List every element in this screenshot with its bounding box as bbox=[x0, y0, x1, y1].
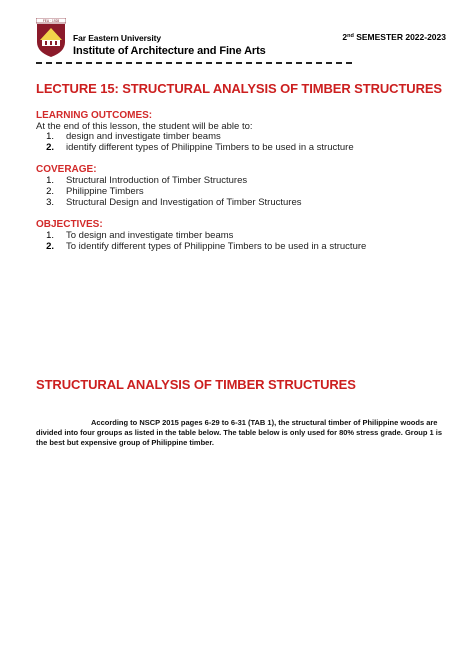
list-number: 2. bbox=[46, 186, 54, 197]
logo-lettering: FEU · 1928 bbox=[42, 19, 60, 23]
semester-number: 2 bbox=[342, 32, 348, 42]
header-divider bbox=[36, 62, 352, 64]
semester-ordinal: nd bbox=[347, 33, 354, 39]
section-title: STRUCTURAL ANALYSIS OF TIMBER STRUCTURES bbox=[36, 377, 356, 392]
institute-name: Institute of Architecture and Fine Arts bbox=[73, 45, 266, 57]
learning-outcomes-intro: At the end of this lesson, the student will be able to: bbox=[36, 121, 253, 132]
body-paragraph bbox=[36, 418, 446, 448]
page-header bbox=[36, 18, 446, 80]
semester-text: SEMESTER 2022-2023 bbox=[353, 32, 446, 42]
list-number: 2. bbox=[46, 142, 54, 153]
paragraph-text: According to NSCP 2015 pages 6-29 to 6-31 (TAB 1), the structural timber of Philippine woods are divided into four groups as listed in the table below. The table below is only used for 80% stress grade. Group 1 is the best but expensive group of Philippine timber. bbox=[36, 418, 443, 447]
list-item: To identify different types of Philippine Timbers to be used in a structure bbox=[66, 241, 367, 252]
list-item: design and investigate timber beams bbox=[66, 131, 221, 142]
list-item: Structural Design and Investigation of Timber Structures bbox=[66, 197, 302, 208]
list-item: To design and investigate timber beams bbox=[66, 230, 234, 241]
lecture-title: LECTURE 15: STRUCTURAL ANALYSIS OF TIMBER STRUCTURES bbox=[36, 81, 443, 96]
list-number: 1. bbox=[46, 131, 54, 142]
university-name: Far Eastern University bbox=[73, 33, 162, 43]
list-number: 1. bbox=[46, 175, 54, 186]
objectives-heading: OBJECTIVES: bbox=[36, 219, 103, 230]
semester-label bbox=[342, 32, 446, 42]
list-number: 3. bbox=[46, 197, 54, 208]
list-item: Philippine Timbers bbox=[66, 186, 144, 197]
list-item: Structural Introduction of Timber Structures bbox=[66, 175, 248, 186]
learning-outcomes-heading: LEARNING OUTCOMES: bbox=[36, 110, 153, 121]
list-item: identify different types of Philippine Timbers to be used in a structure bbox=[66, 142, 354, 153]
university-logo-icon bbox=[36, 18, 66, 58]
coverage-heading: COVERAGE: bbox=[36, 164, 97, 175]
list-number: 2. bbox=[46, 241, 54, 252]
list-number: 1. bbox=[46, 230, 54, 241]
